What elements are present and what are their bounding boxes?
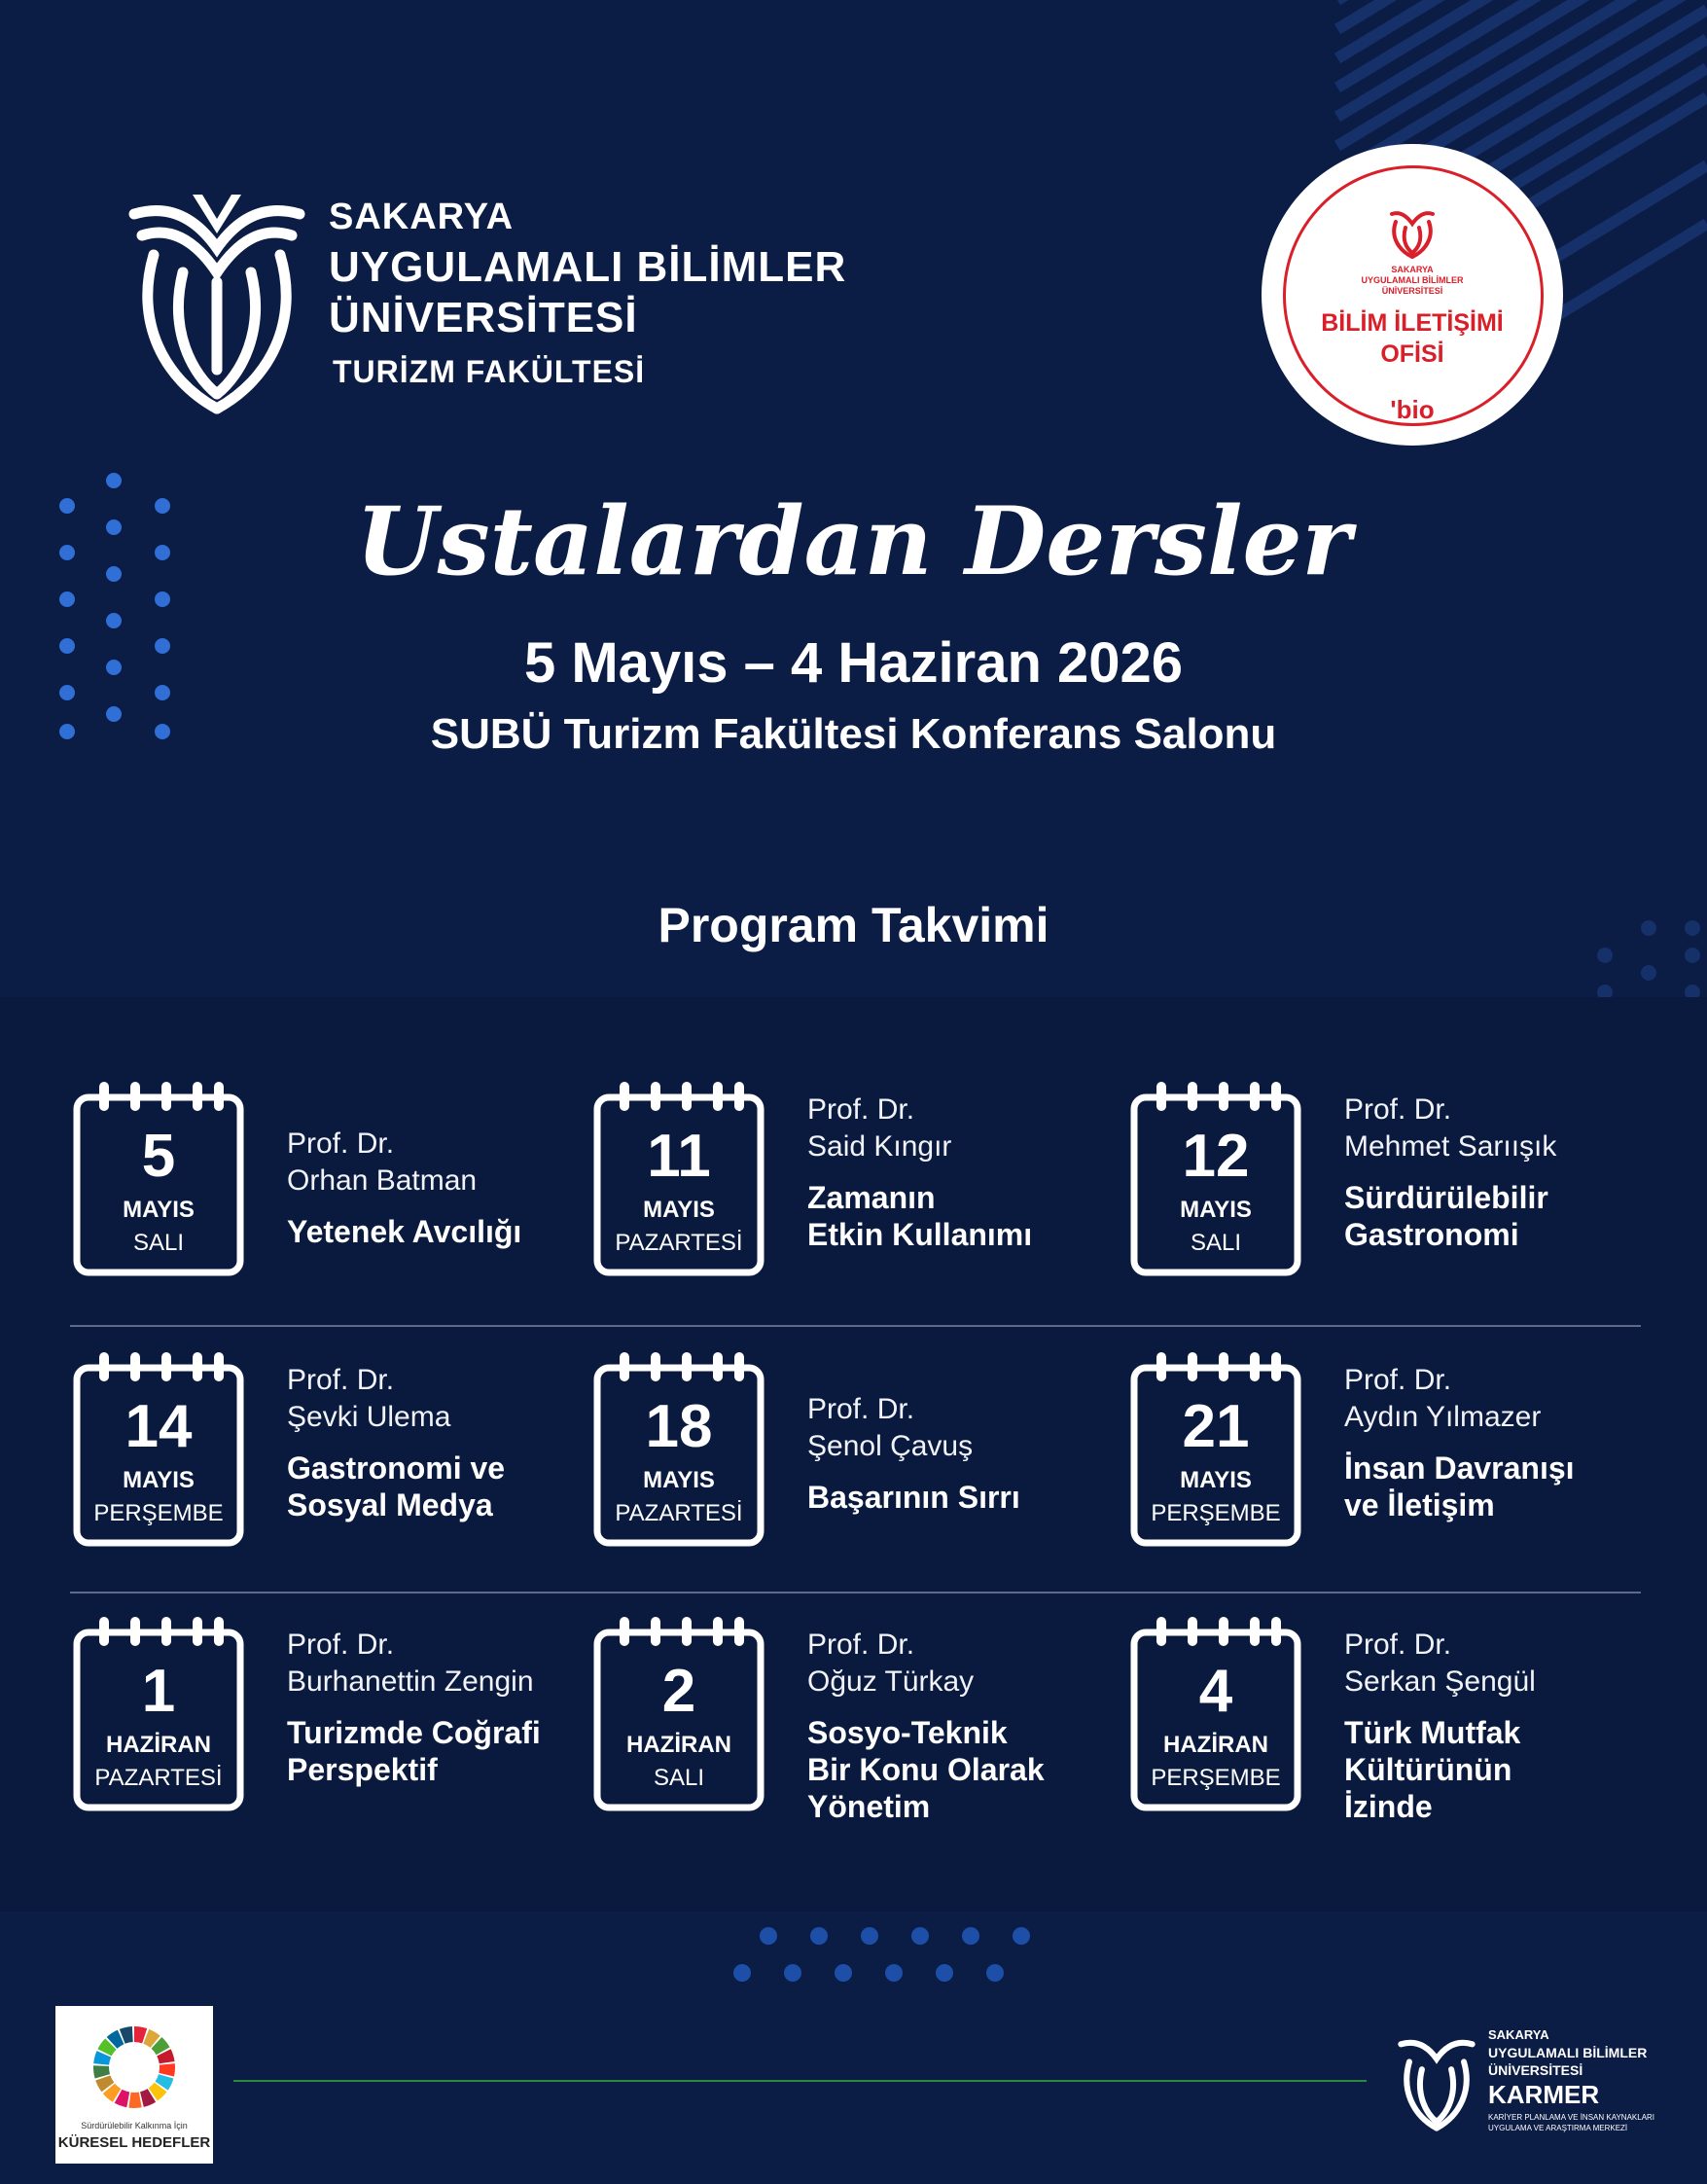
university-name-line1: SAKARYA — [329, 197, 515, 237]
badge-small-line2: UYGULAMALI BİLİMLER — [1361, 275, 1464, 285]
session-topic: İnsan Davranışı ve İletişim — [1344, 1450, 1575, 1522]
calendar-icon — [593, 1082, 765, 1276]
faculty-name: TURİZM FAKÜLTESİ — [333, 354, 646, 389]
speaker-title: Prof. Dr. — [287, 1128, 395, 1160]
session-month: MAYIS — [123, 1197, 195, 1223]
calendar-icon — [1130, 1082, 1301, 1276]
speaker-name: Serkan Şengül — [1344, 1665, 1536, 1698]
session-card — [73, 1617, 588, 1811]
speaker-name: Oğuz Türkay — [807, 1665, 975, 1698]
session-info — [1344, 1092, 1655, 1253]
session-month: MAYIS — [643, 1467, 715, 1493]
session-day: 14 — [124, 1393, 193, 1460]
speaker-name: Aydın Yılmazer — [1344, 1401, 1542, 1433]
speaker-title: Prof. Dr. — [807, 1393, 915, 1425]
session-card — [73, 1352, 588, 1547]
session-topic: Gastronomi ve Sosyal Medya — [287, 1450, 506, 1522]
speaker-title: Prof. Dr. — [807, 1093, 915, 1126]
badge-brand: 'bio — [1390, 395, 1435, 424]
calendar-icon — [593, 1352, 765, 1547]
sdg-caption-line2: KÜRESEL HEDEFLER — [57, 2134, 211, 2151]
session-weekday: PERŞEMBE — [1151, 1500, 1281, 1526]
speaker-title: Prof. Dr. — [1344, 1093, 1452, 1126]
session-topic: Turizmde Coğrafi Perspektif — [287, 1715, 541, 1787]
session-info — [807, 1627, 1119, 1825]
speaker-name: Şevki Ulema — [287, 1401, 451, 1433]
tulip-logo-icon — [124, 175, 309, 418]
session-card — [593, 1352, 1109, 1547]
bilim-iletisimi-badge — [1262, 144, 1563, 446]
calendar-icon — [1130, 1617, 1301, 1811]
karmer-line1: SAKARYA — [1488, 2027, 1549, 2042]
session-weekday: SALI — [653, 1765, 705, 1791]
karmer-subtitle1: KARİYER PLANLAMA VE İNSAN KAYNAKLARI — [1488, 2113, 1655, 2122]
session-weekday: PAZARTESİ — [94, 1765, 223, 1791]
calendar-icon — [73, 1352, 244, 1547]
session-day: 12 — [1182, 1123, 1250, 1190]
session-weekday: PERŞEMBE — [1151, 1765, 1281, 1791]
speaker-name: Said Kıngır — [807, 1130, 952, 1163]
session-day: 21 — [1182, 1393, 1250, 1460]
session-day: 11 — [647, 1123, 711, 1190]
session-topic: Zamanın Etkin Kullanımı — [807, 1180, 1033, 1252]
sdg-logo — [55, 2006, 213, 2164]
session-month: HAZİRAN — [626, 1732, 731, 1758]
speaker-title: Prof. Dr. — [807, 1629, 915, 1661]
session-day: 2 — [661, 1658, 696, 1725]
university-name-line2: UYGULAMALI BİLİMLER — [329, 243, 847, 291]
session-card — [1130, 1082, 1646, 1276]
session-month: MAYIS — [1180, 1197, 1252, 1223]
speaker-name: Burhanettin Zengin — [287, 1665, 534, 1698]
speaker-name: Mehmet Sarıışık — [1344, 1130, 1557, 1163]
session-card — [593, 1617, 1109, 1824]
session-month: MAYIS — [123, 1467, 195, 1493]
badge-small-line3: ÜNİVERSİTESİ — [1381, 286, 1443, 296]
badge-title-line2: OFİSİ — [1380, 340, 1444, 368]
karmer-tulip-icon — [1397, 2027, 1476, 2132]
speaker-name: Şenol Çavuş — [807, 1430, 974, 1462]
speaker-name: Orhan Batman — [287, 1164, 478, 1197]
session-weekday: PAZARTESİ — [615, 1230, 743, 1256]
session-month: MAYIS — [643, 1197, 715, 1223]
session-info — [807, 1092, 1119, 1253]
university-logo — [124, 175, 864, 428]
session-day: 18 — [645, 1393, 713, 1460]
program-title: Program Takvimi — [658, 898, 1049, 952]
session-day: 1 — [141, 1658, 176, 1725]
row-divider — [70, 1325, 1641, 1327]
footer-line — [233, 2080, 1367, 2082]
decorative-dots-bottom — [725, 1916, 1046, 1994]
session-card — [593, 1082, 1109, 1276]
event-dates: 5 Mayıs – 4 Haziran 2026 — [523, 631, 1184, 695]
session-weekday: SALI — [132, 1230, 185, 1256]
karmer-subtitle2: UYGULAMA VE ARAŞTIRMA MERKEZİ — [1488, 2124, 1628, 2132]
session-day: 4 — [1198, 1658, 1233, 1725]
karmer-line3: ÜNİVERSİTESİ — [1488, 2062, 1583, 2078]
calendar-icon — [593, 1617, 765, 1811]
session-topic: Türk Mutfak Kültürünün İzinde — [1344, 1715, 1521, 1824]
session-topic: Başarının Sırrı — [807, 1480, 1020, 1515]
speaker-title: Prof. Dr. — [287, 1364, 395, 1396]
event-venue: SUBÜ Turizm Fakültesi Konferans Salonu — [430, 710, 1277, 758]
event-title: Ustalardan Dersler — [355, 486, 1352, 596]
session-card — [1130, 1352, 1646, 1547]
row-divider — [70, 1592, 1641, 1593]
session-topic: Sürdürülebilir Gastronomi — [1344, 1180, 1548, 1252]
session-info — [1344, 1362, 1655, 1523]
speaker-title: Prof. Dr. — [287, 1629, 395, 1661]
session-weekday: PERŞEMBE — [93, 1500, 224, 1526]
session-card — [1130, 1617, 1646, 1824]
session-info — [1344, 1627, 1655, 1825]
calendar-icon — [73, 1617, 244, 1811]
session-info — [807, 1391, 1119, 1516]
speaker-title: Prof. Dr. — [1344, 1629, 1452, 1661]
session-month: HAZİRAN — [1163, 1732, 1268, 1758]
session-info — [287, 1627, 598, 1788]
session-month: HAZİRAN — [106, 1732, 211, 1758]
badge-tulip-icon — [1388, 204, 1437, 259]
sdg-wheel-icon — [90, 2023, 178, 2111]
session-topic: Sosyo-Teknik Bir Konu Olarak Yönetim — [807, 1715, 1045, 1824]
calendar-icon — [73, 1082, 244, 1276]
badge-title-line1: BİLİM İLETİŞİMİ — [1321, 309, 1504, 337]
badge-small-line1: SAKARYA — [1391, 265, 1434, 274]
session-info — [287, 1126, 598, 1250]
karmer-line2: UYGULAMALI BİLİMLER — [1488, 2045, 1648, 2060]
sdg-caption-line1: Sürdürülebilir Kalkınma İçin — [81, 2121, 188, 2130]
calendar-icon — [1130, 1352, 1301, 1547]
session-weekday: SALI — [1190, 1230, 1242, 1256]
karmer-name: KARMER — [1488, 2080, 1600, 2109]
session-info — [287, 1362, 598, 1523]
karmer-logo — [1393, 2023, 1685, 2140]
session-card — [73, 1082, 588, 1276]
session-weekday: PAZARTESİ — [615, 1500, 743, 1526]
session-month: MAYIS — [1180, 1467, 1252, 1493]
session-topic: Yetenek Avcılığı — [287, 1214, 522, 1249]
speaker-title: Prof. Dr. — [1344, 1364, 1452, 1396]
session-day: 5 — [141, 1123, 176, 1190]
university-name-line3: ÜNİVERSİTESİ — [329, 294, 638, 341]
